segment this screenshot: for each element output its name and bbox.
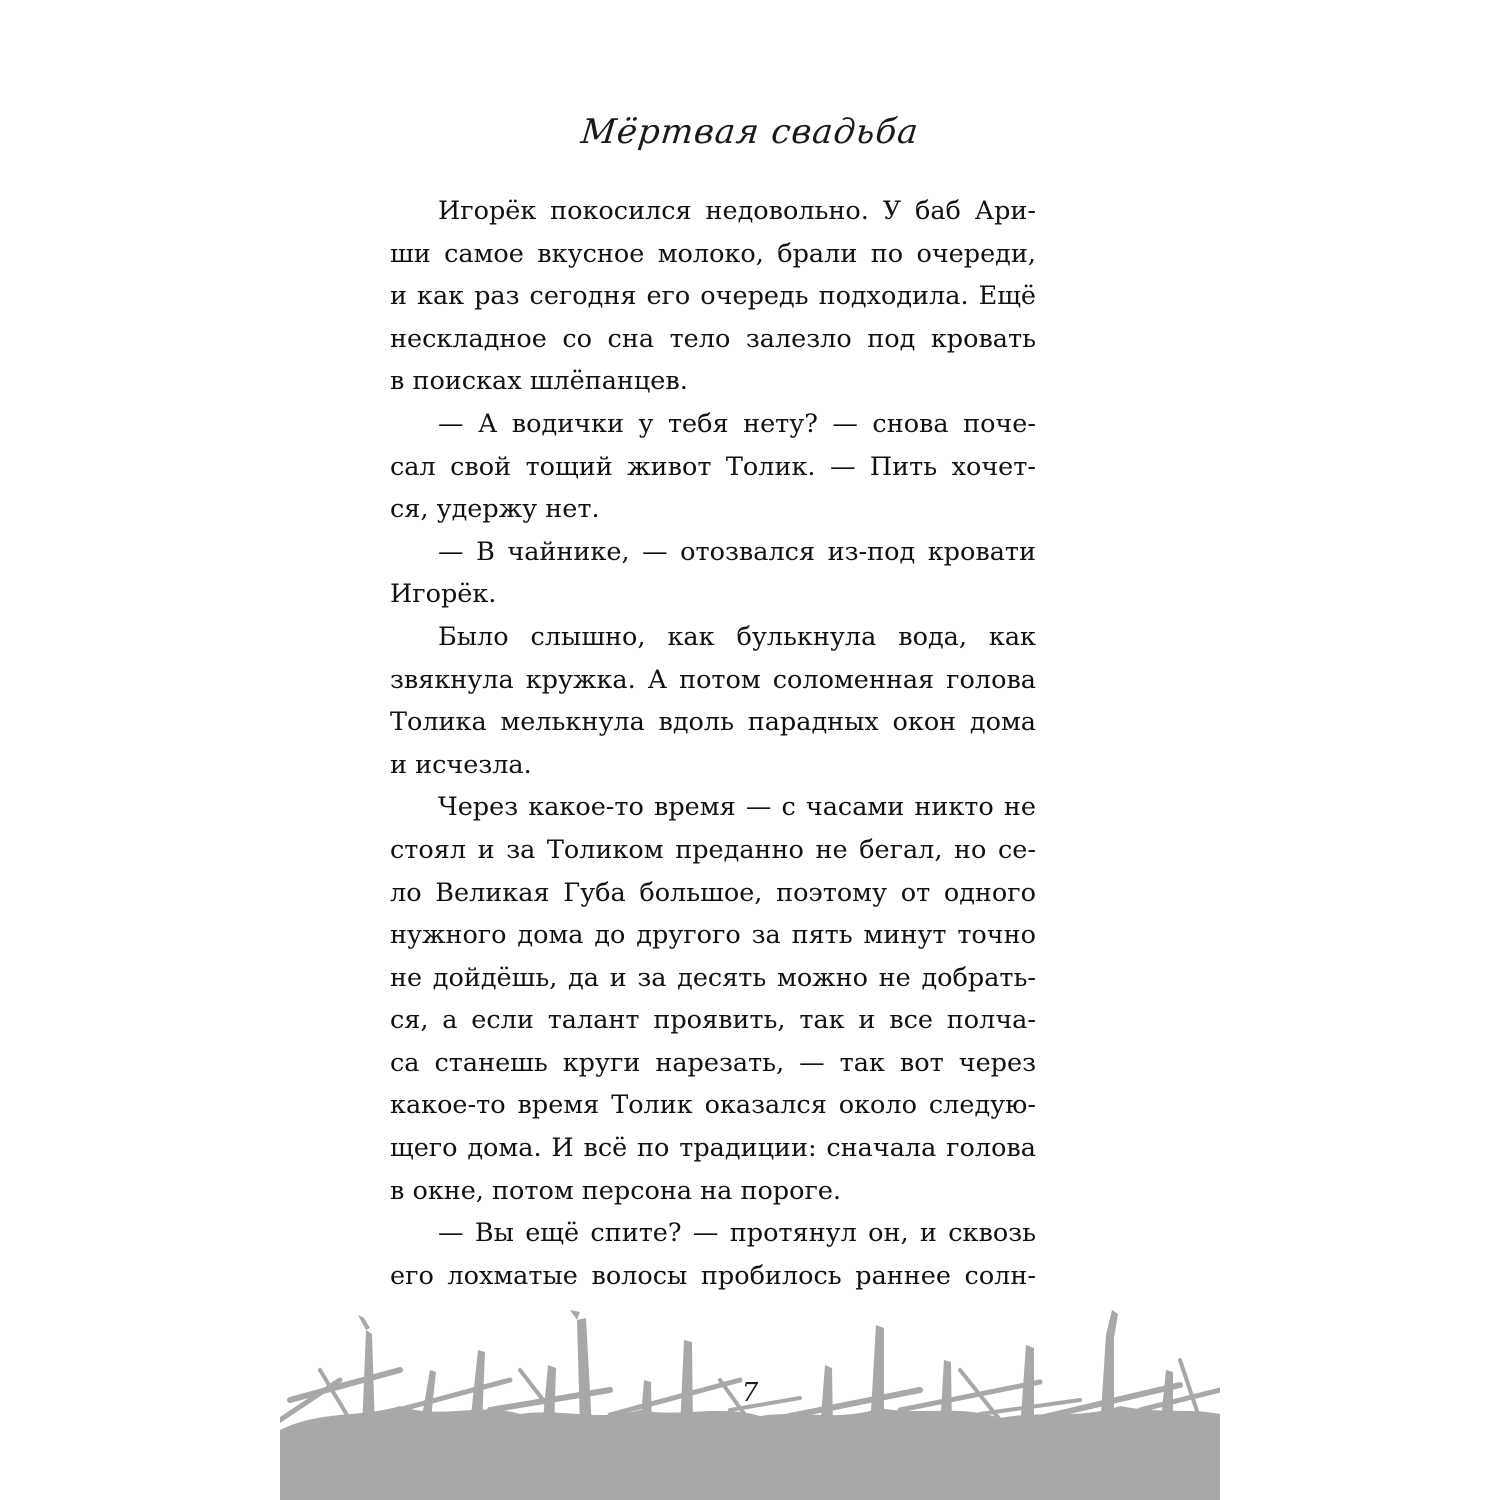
text-line: щего дома. И всё по традиции: сначала голова [390, 1133, 1036, 1164]
text-line: звякнула кружка. А потом соломенная голова [390, 664, 1036, 695]
text-line: в окне, потом персона на пороге. [390, 1175, 842, 1206]
text-line: Игорёк покосился недовольно. У баб Ари- [438, 196, 1036, 226]
text-line: сал свой тощий живот Толик. — Пить хочет- [390, 451, 1036, 482]
text-line: Было слышно, как булькнула вода, как [438, 621, 1036, 652]
text-line: — А водички у тебя нету? — снова поче- [438, 408, 1036, 439]
text-line: са станешь круги нарезать, — так вот через [390, 1047, 1036, 1078]
running-head: Мёртвая свадьба [579, 112, 921, 152]
text-line: и исчезла. [390, 749, 532, 780]
text-line: не дойдёшь, да и за десять можно не добрать- [390, 962, 1036, 993]
text-line: и как раз сегодня его очередь подходила. Ещё [390, 281, 1036, 312]
text-line: нужного дома до другого за пять минут точно [390, 920, 1036, 951]
body-text [390, 190, 1036, 1297]
text-line: Игорёк. [390, 579, 497, 610]
text-line: его лохматые волосы пробилось раннее солн- [390, 1260, 1036, 1291]
text-line: ши самое вкусное молоко, брали по очереди, [390, 238, 1036, 269]
text-line: Через какое-то время — с часами никто не [438, 792, 1036, 823]
text-line: — В чайнике, — отозвался из-под кровати [438, 536, 1036, 567]
text-line: ся, удержу нет. [390, 494, 600, 525]
text-line: какое-то время Толик оказался около следую- [390, 1090, 1036, 1121]
text-line: ся, а если талант проявить, так и все полча- [390, 1005, 1036, 1036]
text-line: в поисках шлёпанцев. [390, 366, 688, 397]
text-line: — Вы ещё спите? — протянул он, и сквозь [438, 1218, 1036, 1249]
text-line: ло Великая Губа большое, поэтому от одного [390, 877, 1036, 908]
text-line: Толика мелькнула вдоль парадных окон дома [390, 707, 1036, 738]
text-line: нескладное со сна тело залезло под кровать [390, 323, 1036, 354]
page-number: 7 [741, 1378, 759, 1408]
text-line: стоял и за Толиком преданно не бегал, но се- [390, 834, 1036, 865]
